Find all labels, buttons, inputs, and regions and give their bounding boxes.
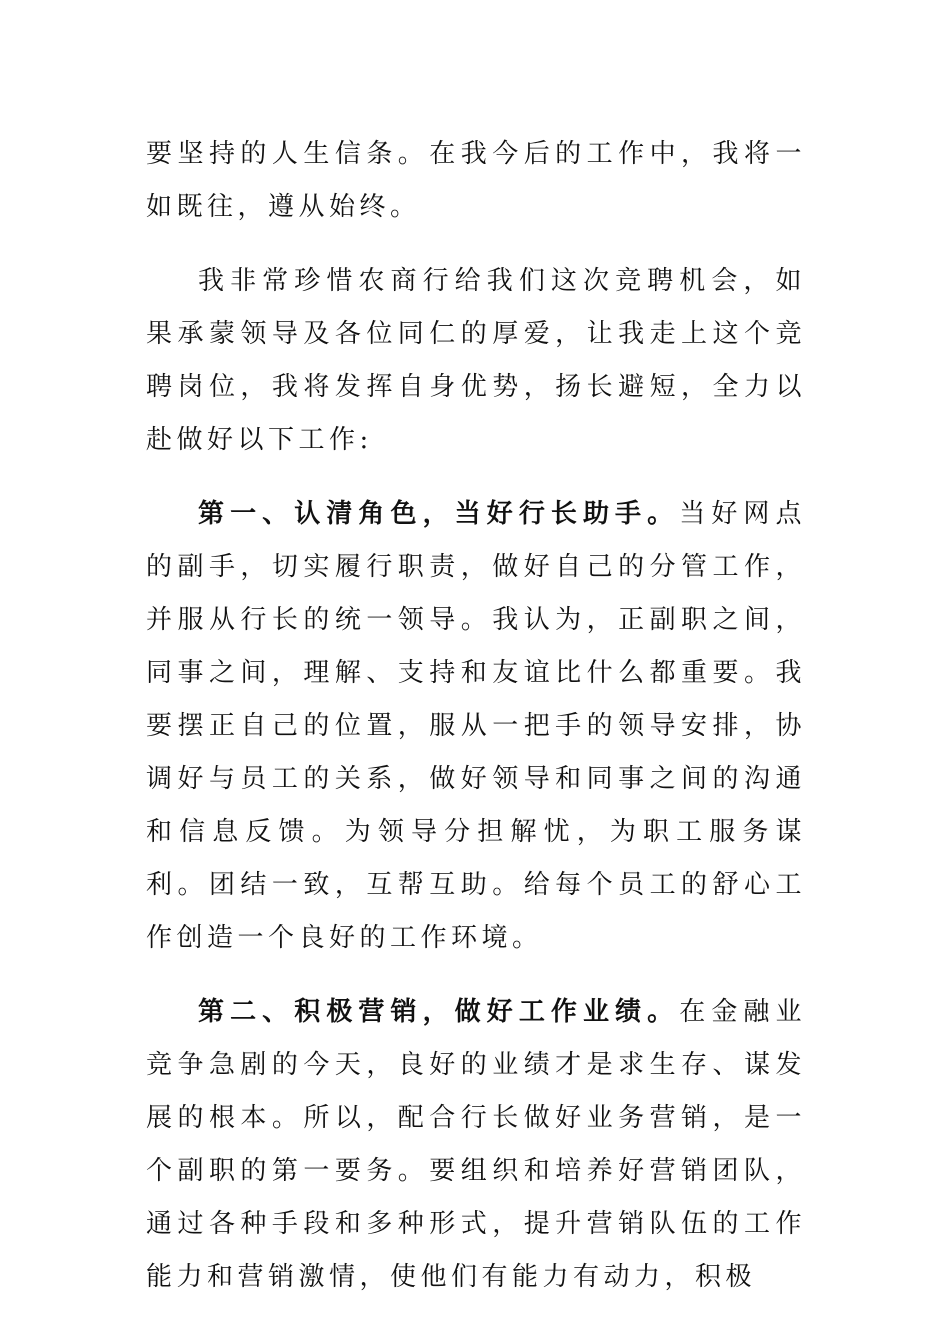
paragraph-text: 要坚持的人生信条。在我今后的工作中，我将一如既往，遵从始终。 [146,139,806,222]
paragraph-lead-heading: 第二、积极营销，做好工作业绩。 [198,997,680,1027]
paragraph-continuation [146,128,806,234]
paragraph-text: 在金融业竞争急剧的今天，良好的业绩才是求生存、谋发展的根本。所以，配合行长做好业务营销，是一个副职的第一要务。要组织和培养好营销团队，通过各种手段和多种形式，提升营销队伍的工作能力和营销激情，使他们有能力有动力，积极 [146,997,806,1292]
paragraph-text: 我非常珍惜农商行给我们这次竞聘机会，如果承蒙领导及各位同仁的厚爱，让我走上这个竞聘岗位，我将发挥自身优势，扬长避短，全力以赴做好以下工作: [146,266,806,455]
paragraph-lead-heading: 第一、认清角色，当好行长助手。 [198,499,680,529]
paragraph-intro [146,255,806,467]
paragraph-point-two [146,986,806,1304]
document-body [146,128,806,1304]
paragraph-point-one [146,488,806,965]
paragraph-text: 当好网点的副手，切实履行职责，做好自己的分管工作，并服从行长的统一领导。我认为，正副职之间，同事之间，理解、支持和友谊比什么都重要。我要摆正自己的位置，服从一把手的领导安排，协调好与员工的关系，做好领导和同事之间的沟通和信息反馈。为领导分担解忧，为职工服务谋利。团结一致，互帮互助。给每个员工的舒心工作创造一个良好的工作环境。 [146,499,806,953]
